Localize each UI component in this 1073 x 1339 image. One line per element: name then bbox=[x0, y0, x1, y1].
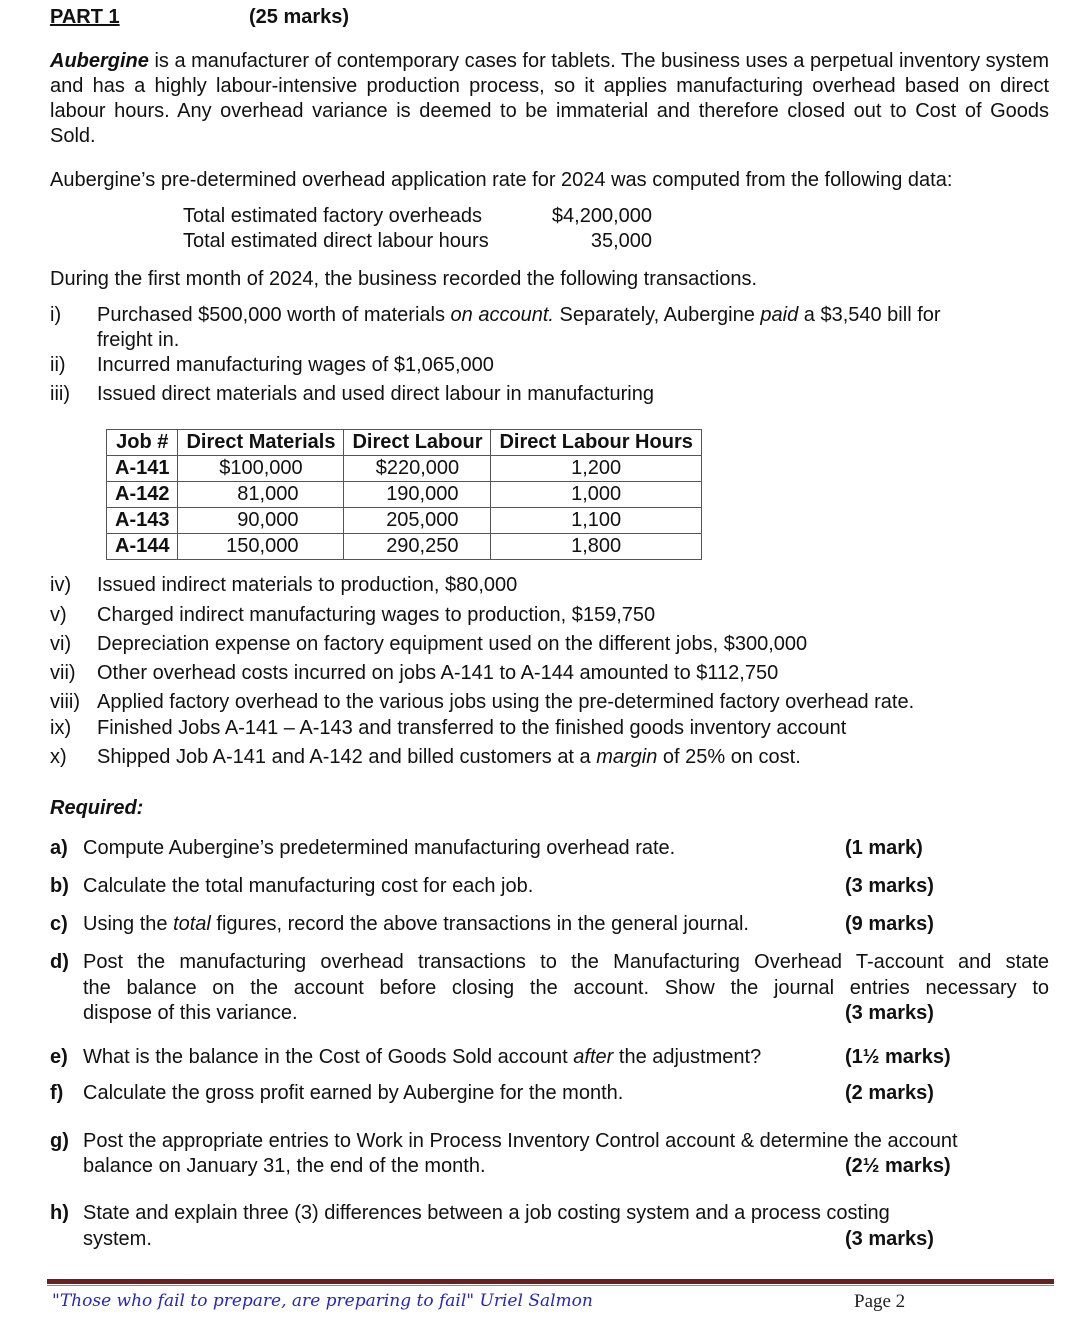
cell: 205,000 bbox=[344, 508, 491, 534]
cell: 150,000 bbox=[178, 534, 344, 560]
question-text: system. bbox=[83, 1228, 152, 1250]
question-marks: (2 marks) bbox=[845, 1082, 934, 1104]
question-marks: (2½ marks) bbox=[845, 1155, 951, 1177]
cell: 190,000 bbox=[344, 482, 491, 508]
cell: $220,000 bbox=[344, 456, 491, 482]
transaction-text: Purchased $500,000 worth of materials on account. Separately, Aubergine paid a $3,540 bill for bbox=[97, 304, 941, 326]
question-text: Calculate the total manufacturing cost for each job. bbox=[83, 875, 534, 897]
question-text: balance on January 31, the end of the month. bbox=[83, 1155, 486, 1177]
transactions-intro: During the first month of 2024, the business recorded the following transactions. bbox=[50, 268, 758, 290]
transaction-text: Issued direct materials and used direct labour in manufacturing bbox=[97, 383, 654, 405]
transaction-number: v) bbox=[50, 604, 67, 626]
footer-divider bbox=[47, 1279, 1054, 1284]
transaction-text: Issued indirect materials to production, $80,000 bbox=[97, 574, 518, 596]
transaction-number: viii) bbox=[50, 691, 80, 713]
estimate-value: $4,200,000 bbox=[551, 205, 652, 227]
transaction-text: Shipped Job A-141 and A-142 and billed customers at a margin of 25% on cost. bbox=[97, 746, 801, 768]
question-text: the balance on the account before closing the account. Show the journal entries necessary to bbox=[83, 977, 1049, 999]
part-heading: PART 1 bbox=[50, 6, 120, 28]
question-label: f) bbox=[50, 1082, 64, 1104]
question-label: e) bbox=[50, 1046, 68, 1068]
transaction-text: Applied factory overhead to the various jobs using the pre-determined factory overhead rate. bbox=[97, 691, 915, 713]
cell: 1,800 bbox=[491, 534, 701, 560]
transaction-text: Depreciation expense on factory equipment used on the different jobs, $300,000 bbox=[97, 633, 808, 655]
footer-divider-thin bbox=[47, 1285, 1054, 1286]
question-text: Using the total figures, record the above transactions in the general journal. bbox=[83, 913, 749, 935]
transaction-text: Finished Jobs A-141 – A-143 and transferred to the finished goods inventory account bbox=[97, 717, 847, 739]
cell: 290,250 bbox=[344, 534, 491, 560]
rate-intro: Aubergine’s pre-determined overhead application rate for 2024 was computed from the following data: bbox=[50, 169, 953, 191]
question-text: Post the appropriate entries to Work in Process Inventory Control account & determine the account bbox=[83, 1130, 958, 1152]
transaction-number: iii) bbox=[50, 383, 70, 405]
cell: A-142 bbox=[107, 482, 178, 508]
required-heading: Required: bbox=[50, 797, 144, 819]
question-text: Post the manufacturing overhead transactions to the Manufacturing Overhead T-account and state bbox=[83, 951, 1049, 973]
question-marks: (9 marks) bbox=[845, 913, 934, 935]
cell: A-141 bbox=[107, 456, 178, 482]
cell: 90,000 bbox=[178, 508, 344, 534]
job-cost-table bbox=[106, 429, 702, 560]
question-text: dispose of this variance. bbox=[83, 1002, 298, 1024]
question-label: g) bbox=[50, 1130, 69, 1152]
cell: 81,000 bbox=[178, 482, 344, 508]
estimate-label: Total estimated direct labour hours bbox=[183, 230, 489, 252]
question-text: Compute Aubergine’s predetermined manufacturing overhead rate. bbox=[83, 837, 676, 859]
estimate-label: Total estimated factory overheads bbox=[183, 205, 483, 227]
question-text: What is the balance in the Cost of Goods Sold account after the adjustment? bbox=[83, 1046, 762, 1068]
question-label: b) bbox=[50, 875, 69, 897]
transaction-number: x) bbox=[50, 746, 67, 768]
cell: 1,100 bbox=[491, 508, 701, 534]
header-job: Job # bbox=[107, 430, 178, 456]
transaction-number: vi) bbox=[50, 633, 72, 655]
transaction-number: i) bbox=[50, 304, 62, 326]
part-marks: (25 marks) bbox=[249, 6, 350, 28]
cell: $100,000 bbox=[178, 456, 344, 482]
transaction-number: ix) bbox=[50, 717, 72, 739]
transaction-number: iv) bbox=[50, 574, 72, 596]
footer-quote: "Those who fail to prepare, are preparing to fail" Uriel Salmon bbox=[52, 1291, 593, 1311]
company-name: Aubergine bbox=[50, 50, 149, 72]
page-number: Page 2 bbox=[854, 1291, 906, 1312]
question-marks: (1½ marks) bbox=[845, 1046, 951, 1068]
transaction-text: Other overhead costs incurred on jobs A-141 to A-144 amounted to $112,750 bbox=[97, 662, 779, 684]
intro-paragraph bbox=[50, 49, 1049, 149]
question-marks: (3 marks) bbox=[845, 1002, 934, 1024]
question-label: h) bbox=[50, 1202, 69, 1224]
header-direct-materials: Direct Materials bbox=[178, 430, 344, 456]
cell: 1,000 bbox=[491, 482, 701, 508]
question-marks: (3 marks) bbox=[845, 1228, 934, 1250]
transaction-text: Incurred manufacturing wages of $1,065,000 bbox=[97, 354, 494, 376]
transaction-text: Charged indirect manufacturing wages to production, $159,750 bbox=[97, 604, 656, 626]
transaction-text: freight in. bbox=[97, 329, 180, 351]
table-row bbox=[107, 456, 702, 482]
table-header-row bbox=[107, 430, 702, 456]
cell: A-143 bbox=[107, 508, 178, 534]
table-row bbox=[107, 534, 702, 560]
header-direct-labour: Direct Labour bbox=[344, 430, 491, 456]
question-text: Calculate the gross profit earned by Aubergine for the month. bbox=[83, 1082, 624, 1104]
cell: A-144 bbox=[107, 534, 178, 560]
question-text: State and explain three (3) differences between a job costing system and a process costing bbox=[83, 1202, 890, 1224]
estimate-value: 35,000 bbox=[590, 230, 652, 252]
question-label: d) bbox=[50, 951, 69, 973]
transaction-number: vii) bbox=[50, 662, 76, 684]
question-label: c) bbox=[50, 913, 68, 935]
intro-text: is a manufacturer of contemporary cases for tablets. The business uses a perpetual inventory system and has a highly labour-intensive production process, so it applies manufacturing overhead based on direct labour hours. Any overhead variance is deemed to be immaterial and therefore closed out to Cost of Goods Sold. bbox=[50, 50, 1049, 147]
cell: 1,200 bbox=[491, 456, 701, 482]
question-marks: (3 marks) bbox=[845, 875, 934, 897]
table-row bbox=[107, 508, 702, 534]
question-label: a) bbox=[50, 837, 68, 859]
question-marks: (1 mark) bbox=[845, 837, 923, 859]
table-row bbox=[107, 482, 702, 508]
header-direct-labour-hours: Direct Labour Hours bbox=[491, 430, 701, 456]
transaction-number: ii) bbox=[50, 354, 66, 376]
